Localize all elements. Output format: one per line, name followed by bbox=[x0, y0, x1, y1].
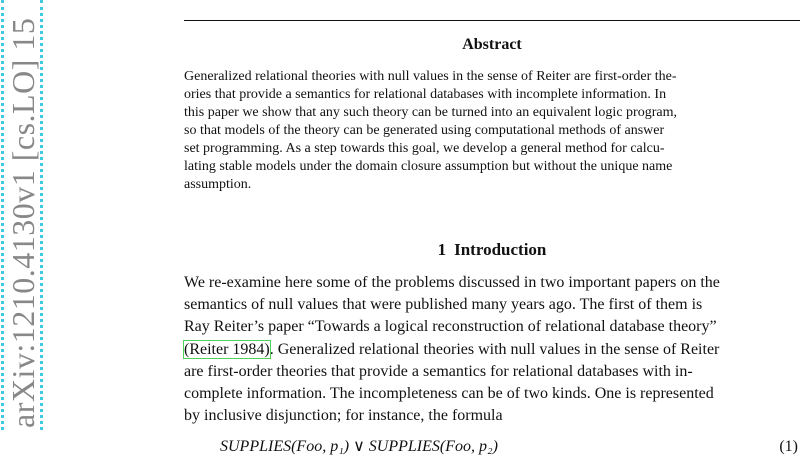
arxiv-sidebar-stamp bbox=[0, 0, 46, 430]
equation-number: (1) bbox=[779, 438, 798, 455]
section-heading-introduction bbox=[184, 239, 800, 261]
abstract-line: ories that provide a semantics for relational databases with incomplete information. In bbox=[184, 87, 667, 102]
abstract-title: Abstract bbox=[462, 36, 522, 53]
header-rule bbox=[184, 20, 800, 21]
paragraph-line: Ray Reiter’s paper “Towards a logical reconstruction of relational database theory” bbox=[184, 318, 717, 336]
abstract-line: lating stable models under the domain closure assumption but without the unique name bbox=[184, 159, 673, 174]
paragraph-line-with-citation bbox=[184, 339, 800, 361]
introduction-paragraph bbox=[184, 272, 800, 427]
abstract-line: so that models of the theory can be generated using computational methods of answer bbox=[184, 123, 665, 138]
section-number: 1 bbox=[437, 240, 447, 259]
section-title: Introduction bbox=[454, 240, 547, 259]
paragraph-line: semantics of null values that were published many years ago. The first of them is bbox=[184, 296, 703, 314]
arxiv-identifier[interactable]: arXiv:1210.4130v1 [cs.LO] 15 bbox=[5, 17, 41, 428]
paragraph-line: complete information. The incompleteness can be of two kinds. One is represented bbox=[184, 385, 714, 403]
paragraph-line: are first-order theories that provide a semantics for relational databases with in- bbox=[184, 362, 693, 380]
abstract-line: Generalized relational theories with null values in the sense of Reiter are first-order the- bbox=[184, 69, 677, 84]
paragraph-line-rest: . Generalized relational theories with null values in the sense of Reiter bbox=[269, 340, 720, 358]
citation-link-reiter-1984[interactable]: (Reiter 1984) bbox=[184, 340, 270, 358]
paragraph-line: We re-examine here some of the problems discussed in two important papers on the bbox=[184, 274, 720, 291]
abstract-line: set programming. As a step towards this goal, we develop a general method for calcu- bbox=[184, 141, 665, 156]
abstract-line: this paper we show that any such theory can be turned into an equivalent logic program, bbox=[184, 105, 677, 120]
formula-expression: SUPPLIES(Foo, p₁) ∨ SUPPLIES(Foo, p₂) bbox=[220, 438, 498, 455]
abstract-line: assumption. bbox=[184, 177, 252, 192]
sidebar-dotted-border-left bbox=[1, 0, 4, 430]
paragraph-line: by inclusive disjunction; for instance, the formula bbox=[184, 407, 503, 425]
abstract-body bbox=[184, 68, 800, 194]
